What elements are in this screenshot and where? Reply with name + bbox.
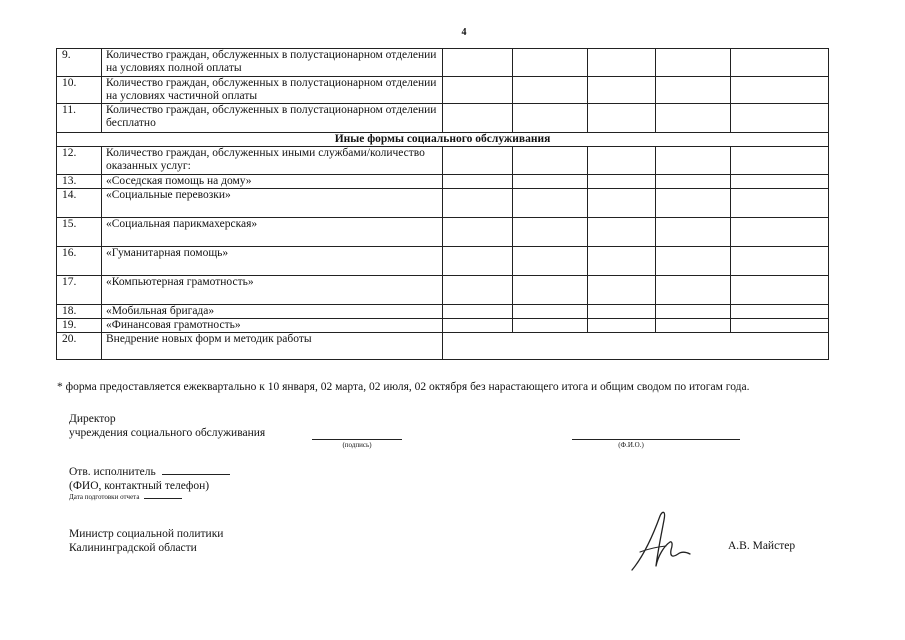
executor-line — [162, 474, 230, 475]
director-name-line — [572, 439, 740, 440]
value-cell — [588, 189, 656, 218]
value-cell — [443, 305, 513, 319]
table-row — [57, 104, 829, 133]
row-description: «Социальные перевозки» — [102, 189, 443, 218]
row-number: 20. — [57, 333, 102, 360]
value-cell — [443, 218, 513, 247]
value-cell — [656, 147, 731, 175]
value-cell — [731, 218, 829, 247]
section-header-row — [57, 133, 829, 147]
value-cell — [513, 276, 588, 305]
row-number: 13. — [57, 175, 102, 189]
director-block — [69, 412, 265, 440]
row-description: «Соседская помощь на дому» — [102, 175, 443, 189]
row-number: 16. — [57, 247, 102, 276]
executor-block — [69, 465, 230, 502]
value-cell — [588, 247, 656, 276]
row-number: 17. — [57, 276, 102, 305]
value-cell — [513, 104, 588, 133]
value-cell — [443, 247, 513, 276]
row-description: Внедрение новых форм и методик работы — [102, 333, 443, 360]
value-cell — [443, 104, 513, 133]
value-cell — [443, 175, 513, 189]
table-row — [57, 218, 829, 247]
value-cell — [513, 189, 588, 218]
value-cell — [656, 305, 731, 319]
value-cell — [656, 189, 731, 218]
table-row — [57, 247, 829, 276]
value-cell — [588, 276, 656, 305]
value-cell — [513, 49, 588, 77]
row-description: Количество граждан, обслуженных в полустационарном отделении на условиях частичной оплаты — [102, 77, 443, 104]
value-cell — [513, 147, 588, 175]
row-description: «Гуманитарная помощь» — [102, 247, 443, 276]
table-row — [57, 147, 829, 175]
minister-name: А.В. Майстер — [728, 540, 796, 552]
row-number: 9. — [57, 49, 102, 77]
value-cell — [443, 189, 513, 218]
table-row — [57, 305, 829, 319]
value-cell — [588, 77, 656, 104]
value-cell — [588, 218, 656, 247]
value-cell — [656, 319, 731, 333]
section-title: Иные формы социального обслуживания — [57, 133, 829, 147]
page-number: 4 — [461, 27, 467, 38]
value-cell — [588, 175, 656, 189]
director-name-caption: (Ф.И.О.) — [618, 441, 644, 449]
row-description: «Мобильная бригада» — [102, 305, 443, 319]
value-cell — [513, 319, 588, 333]
value-cell — [656, 49, 731, 77]
executor-contact: (ФИО, контактный телефон) — [69, 480, 210, 492]
value-cell — [588, 305, 656, 319]
row-number: 11. — [57, 104, 102, 133]
director-signature-caption: (подпись) — [342, 441, 372, 449]
value-cell — [513, 247, 588, 276]
row-number: 14. — [57, 189, 102, 218]
value-cell — [443, 77, 513, 104]
table-row — [57, 319, 829, 333]
row-description: «Социальная парикмахерская» — [102, 218, 443, 247]
value-cell — [656, 175, 731, 189]
row-number: 19. — [57, 319, 102, 333]
minister-block — [69, 527, 223, 555]
value-cell — [656, 77, 731, 104]
row-description: «Компьютерная грамотность» — [102, 276, 443, 305]
value-cell — [588, 319, 656, 333]
value-cell — [656, 247, 731, 276]
value-cell — [656, 276, 731, 305]
value-cell — [513, 175, 588, 189]
value-cell — [731, 189, 829, 218]
value-cell — [443, 276, 513, 305]
report-table-body — [57, 49, 829, 360]
executor-label: Отв. исполнитель — [69, 466, 156, 478]
row-number: 12. — [57, 147, 102, 175]
value-cell — [731, 147, 829, 175]
row-description: Количество граждан, обслуженных иными службами/количество оказанных услуг: — [102, 147, 443, 175]
value-cell — [443, 49, 513, 77]
row-description: «Финансовая грамотность» — [102, 319, 443, 333]
value-cell — [588, 49, 656, 77]
footnote: * форма предоставляется ежеквартально к 10 января, 02 марта, 02 июля, 02 октября без нарастающего итога и общим сводом по итогам года. — [57, 381, 750, 393]
table-row — [57, 49, 829, 77]
report-table — [56, 48, 829, 360]
value-cell — [731, 276, 829, 305]
table-row — [57, 189, 829, 218]
value-cell — [731, 77, 829, 104]
row-number: 15. — [57, 218, 102, 247]
report-date-label: Дата подготовки отчета — [69, 493, 140, 501]
director-signature-line — [312, 439, 402, 440]
value-cell — [731, 305, 829, 319]
report-date-line — [144, 498, 182, 499]
value-cell — [656, 218, 731, 247]
director-title: Директор — [69, 413, 116, 425]
value-cell — [731, 104, 829, 133]
table-row — [57, 276, 829, 305]
row-description: Количество граждан, обслуженных в полустационарном отделении на условиях полной оплаты — [102, 49, 443, 77]
value-cell — [731, 49, 829, 77]
value-cell — [443, 319, 513, 333]
row-number: 10. — [57, 77, 102, 104]
minister-region: Калининградской области — [69, 542, 197, 554]
table-row — [57, 333, 829, 360]
minister-title: Министр социальной политики — [69, 528, 224, 540]
director-org: учреждения социального обслуживания — [69, 427, 266, 439]
value-cell — [731, 175, 829, 189]
value-cell — [513, 218, 588, 247]
table-row — [57, 175, 829, 189]
value-cell — [513, 305, 588, 319]
table-row — [57, 77, 829, 104]
value-cell — [588, 147, 656, 175]
signature-image — [626, 508, 694, 574]
value-cell — [588, 104, 656, 133]
value-cell-merged — [443, 333, 829, 360]
value-cell — [443, 147, 513, 175]
report-date-row — [69, 493, 230, 502]
value-cell — [513, 77, 588, 104]
executor-label-row — [69, 465, 230, 479]
row-description: Количество граждан, обслуженных в полустационарном отделении бесплатно — [102, 104, 443, 133]
value-cell — [656, 104, 731, 133]
value-cell — [731, 319, 829, 333]
row-number: 18. — [57, 305, 102, 319]
value-cell — [731, 247, 829, 276]
